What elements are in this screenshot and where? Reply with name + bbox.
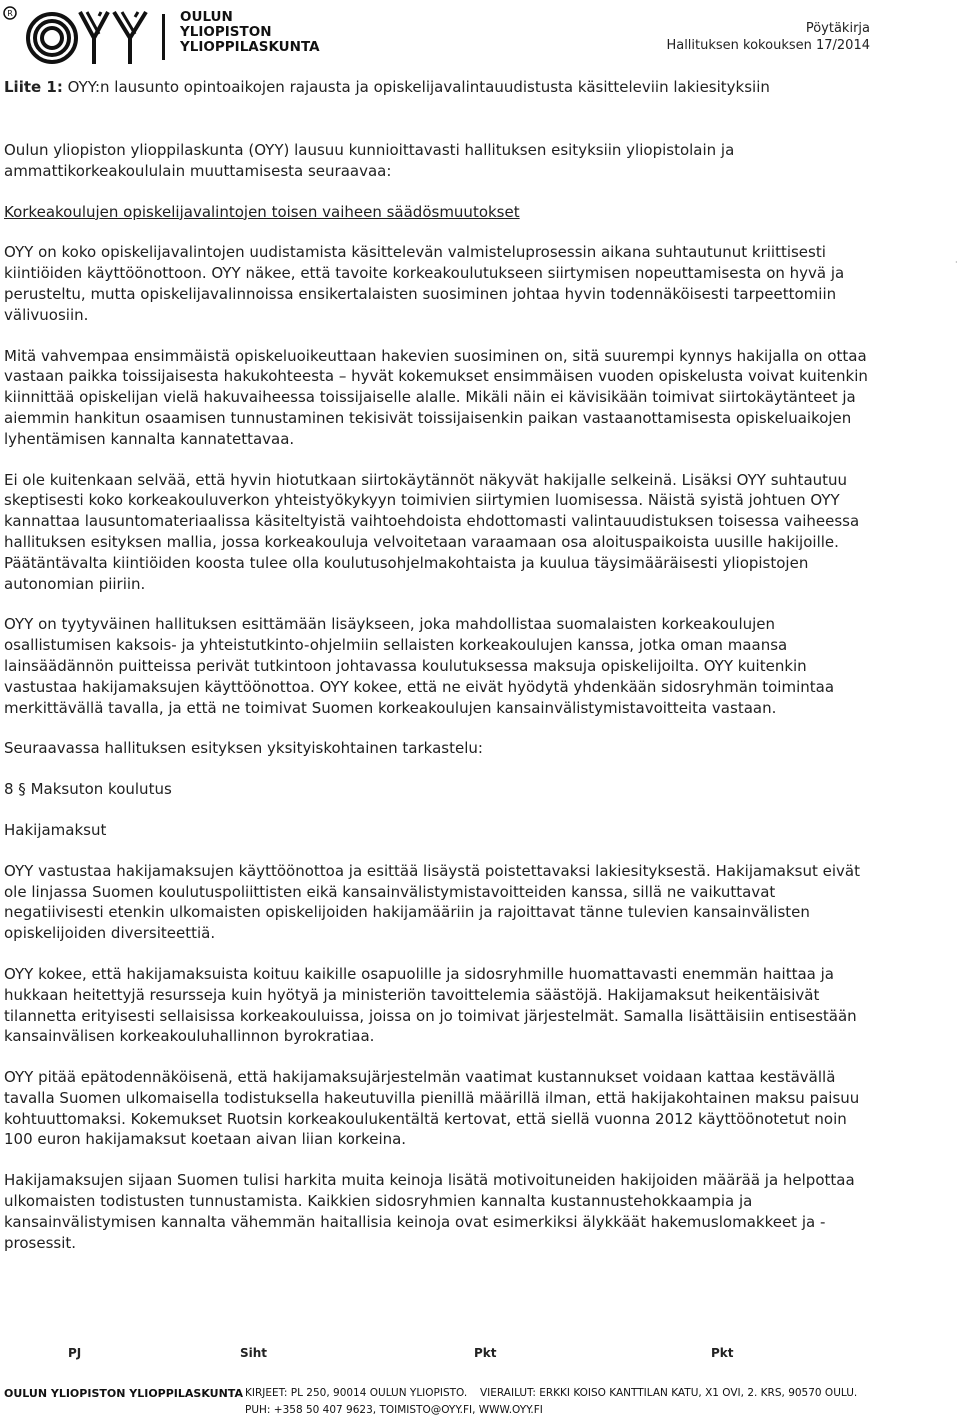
meeting-number: Hallituksen kokouksen 17/2014 bbox=[666, 38, 870, 53]
paragraph: Seuraavassa hallituksen esityksen yksityiskohtainen tarkastelu: bbox=[4, 739, 483, 758]
paragraph: OYY pitää epätodennäköisenä, että hakijamaksujärjestelmän vaatimat kustannukset voidaan kattaa kestävällä tavalla Suomen ulkomaisella todistuksella hakeutuvilla pienillä määrillä ilman, että hakijakohtainen maksu paisuu kohtuuttomaksi. Kokemukset Ruotsin korkeakoulukentältä kertovat, että siellä vuonna 2012 käyttöönotetut noin 100 euron hakijamaksut koetaan aivan liian korkeina. bbox=[4, 1068, 860, 1149]
attachment-title bbox=[4, 78, 904, 96]
paragraph: Hakijamaksujen sijaan Suomen tulisi harkita muita keinoja lisätä motivoituneiden hakijoiden määrää ja helpottaa ulkomaisten todistusten tunnustamista. Kaikkien sidosryhmien kannalta kustannustehokkaampia ja kansainvälistymisen kannalta vähemmän haitallisia keinoja ovat esimerkiksi älykkäät hakemuslomakkeet ja -prosessit. bbox=[4, 1171, 855, 1252]
paragraph: OYY vastustaa hakijamaksujen käyttöönottoa ja esittää lisäystä poistettavaksi lakiesityksestä. Hakijamaksut eivät ole linjassa Suomen koulutuspoliittisten eikä kansainvälistymistavoitteiden kanssa, sillä ne vaikuttavat negatiivisesti etenkin ulkomaisten opiskelijoiden hakijamääriin ja rajoittavat tänne tulevien kansainvälisten opiskelijoiden diversiteettiä. bbox=[4, 861, 860, 943]
oyy-logo bbox=[2, 4, 172, 70]
subsection-heading: Hakijamaksut bbox=[4, 820, 107, 839]
signature-pkt: Pkt bbox=[711, 1346, 734, 1360]
section-heading: Korkeakoulujen opiskelijavalintojen toisen vaiheen säädösmuutokset bbox=[4, 202, 520, 221]
footer-org: OULUN YLIOPISTON YLIOPPILASKUNTA bbox=[4, 1387, 243, 1400]
org-name-line: YLIOPPILASKUNTA bbox=[180, 39, 320, 55]
paragraph: Mitä vahvempaa ensimmäistä opiskeluoikeuttaan hakevien suosiminen on, sitä suurempi kynnys hakijalla on ottaa vastaan paikka toissijaisesta hakukohteesta – hyvät kokemukset ensimmäisen vuoden opiskelusta voivat kuitenkin kiinnittää opiskelijan vielä hakuvaiheessa toissijaiselle alalle. Mikäli näin ei kävisikään toimivat siirtokäytänteet ja aiemmin hankitun osaamisen tunnustaminen tekisivät toissijaisenkin paikan vastaanottamisesta opiskeluaikojen lyhentämisen kannalta kannatettavaa. bbox=[4, 346, 868, 448]
page-footer bbox=[4, 1385, 954, 1417]
org-name-line: OULUN bbox=[180, 9, 233, 25]
paragraph: OYY kokee, että hakijamaksuista koituu kaikille osapuolille ja sidosryhmille huomattavasti enemmän haittaa ja hukkaan heitettyjä resursseja kuin hyötyä ja ministeriön tavoittelemia säästöjä. Hakijamaksut heikentäisivät tilannetta erityisesti sellaisissa korkeakouluissa, joissa on jo toimivat järjestelmät. Samalla lisättäisiin entisestään kansainvälisen korkeakouluhallinnon byrokratiaa. bbox=[4, 964, 857, 1046]
svg-text:R: R bbox=[7, 9, 13, 18]
signature-siht: Siht bbox=[240, 1346, 268, 1360]
oyy-logo-icon bbox=[2, 4, 172, 66]
stray-mark: · bbox=[955, 258, 958, 267]
attachment-heading: OYY:n lausunto opintoaikojen rajausta ja opiskelijavalintauudistusta käsitteleviin lakiesityksiin bbox=[67, 78, 770, 96]
org-name-line: YLIOPISTON bbox=[180, 24, 272, 40]
signature-pj: PJ bbox=[68, 1346, 82, 1360]
footer-address: KIRJEET: PL 250, 90014 OULUN YLIOPISTO. bbox=[245, 1387, 468, 1399]
document-meta bbox=[666, 20, 870, 54]
paragraph: Ei ole kuitenkaan selvää, että hyvin hiotutkaan siirtokäytännöt näkyvät hakijalle selkeinä. Lisäksi OYY suhtautuu skeptisesti koko korkeakouluverkon yhteistyökykyyn toimivien siirtymien luomisessa. Näistä syistä johtuen OYY kannattaa lausuntomateriaalissa käsiteltyistä vaihtoehdoista ehdottomasti valintauudistuksen toisessa vaiheessa hallituksen esityksen mallia, jossa korkeakouluja velvoitetaan varaamaan osa aloituspaikoista uusille hakijoille. Päätäntävalta kiintiöiden koosta tulee olla koulutusohjelmakohtaista ja kuulua täysimääräisesti yliopistojen autonomian piiriin. bbox=[4, 470, 860, 593]
page-header bbox=[0, 0, 960, 70]
footer-visiting: VIERAILUT: ERKKI KOISO KANTTILAN KATU, X1 OVI, 2. KRS, 90570 OULU. bbox=[480, 1387, 858, 1399]
section-heading: 8 § Maksuton koulutus bbox=[4, 780, 172, 799]
org-name bbox=[180, 10, 320, 55]
paragraph: Oulun yliopiston ylioppilaskunta (OYY) lausuu kunnioittavasti hallituksen esityksiin yliopistolain ja ammattikorkeakoululain muuttamisesta seuraavaa: bbox=[4, 141, 735, 180]
document-body bbox=[4, 140, 874, 1273]
paragraph: OYY on koko opiskelijavalintojen uudistamista käsittelevän valmisteluprosessin aikana suhtautunut kriittisesti kiintiöiden käyttöönottoon. OYY näkee, että tavoite korkeakoulutukseen siirtymisen nopeuttamisesta on hyvä ja perusteltu, mutta opiskelijavalinnoissa ensikertalaisten suosiminen johtaa hyvin todennäköisesti tarpeettomiin välivuosiin. bbox=[4, 243, 845, 324]
footer-contact: PUH: +358 50 407 9623, TOIMISTO@OYY.FI, WWW.OYY.FI bbox=[245, 1404, 543, 1416]
signature-pkt: Pkt bbox=[474, 1346, 497, 1360]
paragraph: OYY on tyytyväinen hallituksen esittämään lisäykseen, joka mahdollistaa suomalaisten korkeakoulujen osallistumisen kaksois- ja yhteistutkinto-ohjelmiin sellaisten korkeakoulujen kanssa, jotka oman maansa lainsäädännön puitteissa perivät tutkintoon johtavassa koulutuksessa maksuja opiskelijoilta. OYY kuitenkin vastustaa hakijamaksujen käyttöönottoa. OYY kokee, että ne eivät hyödytä yhdenkään sidosryhmän toimintaa merkittävällä tavalla, ja että ne toimivat Suomen korkeakoulujen kansainvälistymistavoitteita vastaan. bbox=[4, 615, 835, 717]
signature-row bbox=[0, 1346, 960, 1364]
document-type: Pöytäkirja bbox=[805, 21, 870, 36]
attachment-label: Liite 1: bbox=[4, 78, 63, 96]
